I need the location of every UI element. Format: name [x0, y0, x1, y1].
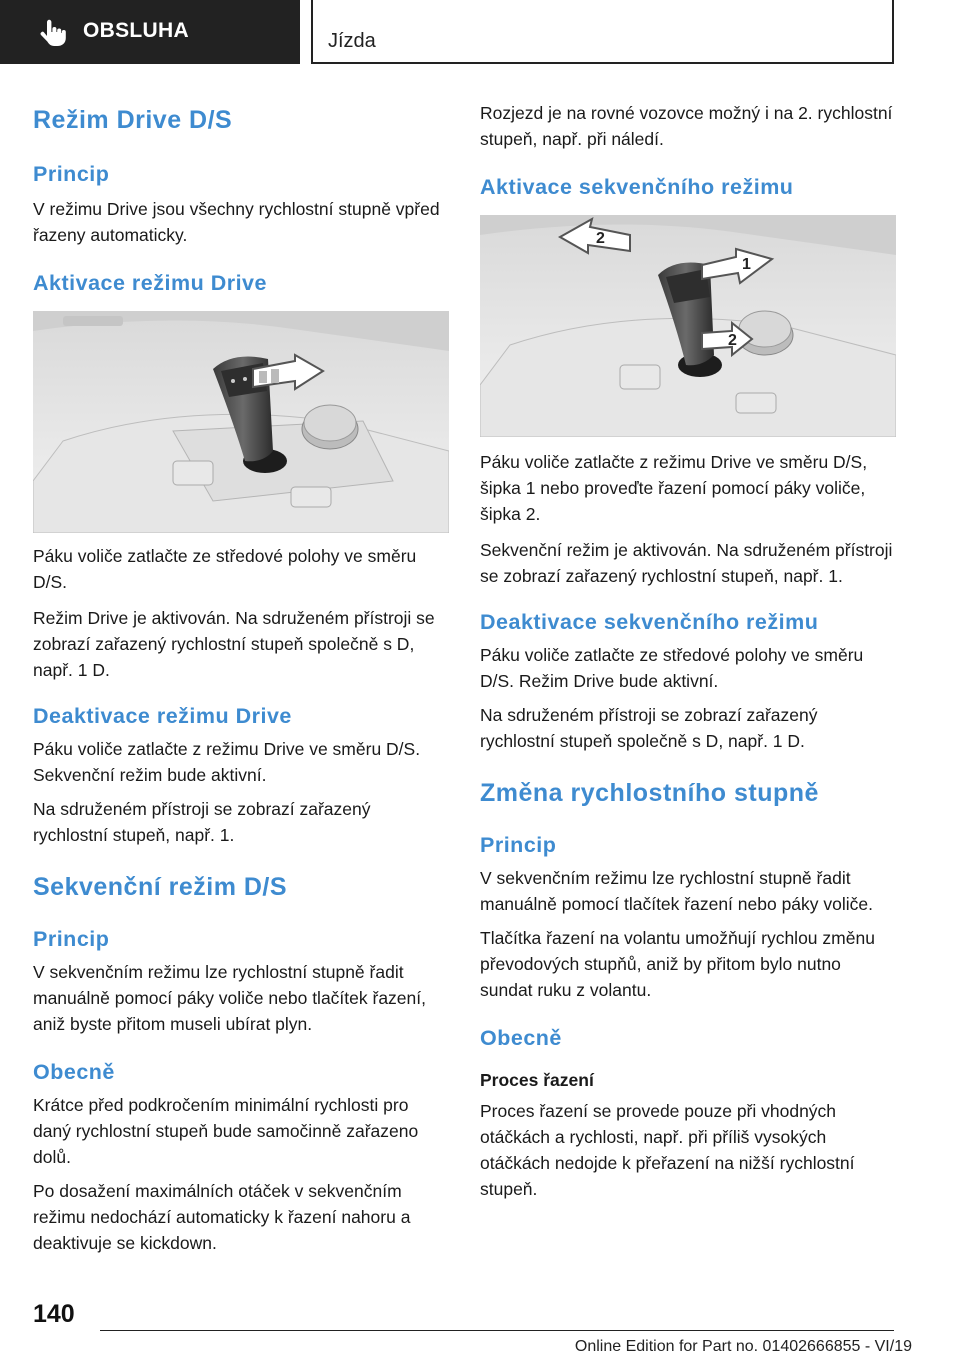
left-column — [33, 100, 449, 1256]
paragraph: Páku voliče zatlačte z režimu Drive ve směru D/S. Sekvenční režim bude aktivní. — [33, 739, 421, 785]
paragraph: V sekvenčním režimu lze rychlostní stupně řadit manuálně pomocí tlačítek řazení nebo páky voliče. — [480, 868, 873, 914]
chapter-title: Jízda — [328, 30, 376, 52]
gear-selector-illustration — [33, 311, 449, 533]
paragraph: Proces řazení se provede pouze při vhodných otáčkách a rychlosti, např. při příliš vysokých otáčkách nedojde k přeřazení na nižší rychlostní stupeň. — [480, 1101, 855, 1199]
paragraph: Páku voliče zatlačte ze středové polohy ve směru D/S. — [33, 546, 417, 592]
gear-selector-arrows-figure — [480, 215, 896, 437]
hand-pointer-icon — [38, 18, 68, 48]
chapter-box — [311, 0, 894, 64]
heading-deaktivace-drive: Deaktivace režimu Drive — [33, 704, 292, 728]
paragraph: Na sdruženém přístroji se zobrazí zařazený rychlostní stupeň společně s D, např. 1 D. — [480, 705, 818, 751]
page-number: 140 — [33, 1300, 75, 1328]
paragraph: Po dosažení maximálních otáček v sekvenčním režimu nedochází automaticky k řazení nahoru a deaktivuje se kickdown. — [33, 1181, 411, 1253]
gear-selector-figure — [33, 311, 449, 533]
heading-rezim-drive: Režim Drive D/S — [33, 106, 233, 134]
arrow-label-2b: 2 — [728, 332, 737, 349]
heading-sekvencni-rezim: Sekvenční režim D/S — [33, 873, 288, 901]
heading-obecne: Obecně — [480, 1026, 562, 1050]
right-column — [480, 100, 896, 1202]
paragraph: Sekvenční režim je aktivován. Na sdruženém přístroji se zobrazí zařazený rychlostní stupeň, např. 1. — [480, 540, 893, 586]
section-tab — [0, 0, 300, 64]
heading-aktivace-sekvencniho: Aktivace sekvenčního režimu — [480, 175, 794, 199]
paragraph: Páku voliče zatlačte z režimu Drive ve směru D/S, šipka 1 nebo proveďte řazení pomocí páky voliče, šipka 2. — [480, 452, 868, 524]
paragraph: Na sdruženém přístroji se zobrazí zařazený rychlostní stupeň, např. 1. — [33, 799, 371, 845]
arrow-label-2: 2 — [596, 230, 605, 247]
heading-obecne: Obecně — [33, 1060, 115, 1084]
paragraph: Rozjezd je na rovné vozovce možný i na 2. rychlostní stupeň, např. při náledí. — [480, 103, 893, 149]
heading-princip: Princip — [33, 927, 110, 951]
footer-divider — [100, 1330, 894, 1331]
paragraph: V sekvenčním režimu lze rychlostní stupně řadit manuálně pomocí páky voliče nebo tlačítek řazení, aniž byste přitom museli ubírat plyn. — [33, 962, 426, 1034]
heading-deaktivace-sekvencniho: Deaktivace sekvenčního režimu — [480, 610, 819, 634]
heading-princip: Princip — [480, 833, 557, 857]
paragraph: Krátce před podkročením minimální rychlosti pro daný rychlostní stupeň bude samočinně zařazeno dolů. — [33, 1095, 419, 1167]
heading-zmena-stupne: Změna rychlostního stupně — [480, 779, 819, 807]
edition-note: Online Edition for Part no. 01402666855 - VI/19 — [574, 1338, 912, 1355]
gear-selector-arrows-illustration — [480, 215, 896, 437]
paragraph: Páku voliče zatlačte ze středové polohy ve směru D/S. Režim Drive bude aktivní. — [480, 645, 864, 691]
heading-proces-razeni: Proces řazení — [480, 1070, 594, 1090]
arrow-label-1: 1 — [742, 256, 751, 273]
paragraph: Režim Drive je aktivován. Na sdruženém přístroji se zobrazí zařazený rychlostní stupeň společně s D, např. 1 D. — [33, 608, 435, 680]
heading-princip: Princip — [33, 162, 110, 186]
paragraph: Tlačítka řazení na volantu umožňují rychlou změnu převodových stupňů, aniž by přitom bylo nutno sundat ruku z volantu. — [480, 928, 875, 1000]
paragraph: V režimu Drive jsou všechny rychlostní stupně vpřed řazeny automaticky. — [33, 199, 440, 245]
section-title: OBSLUHA — [83, 19, 189, 42]
heading-aktivace-drive: Aktivace režimu Drive — [33, 271, 267, 295]
